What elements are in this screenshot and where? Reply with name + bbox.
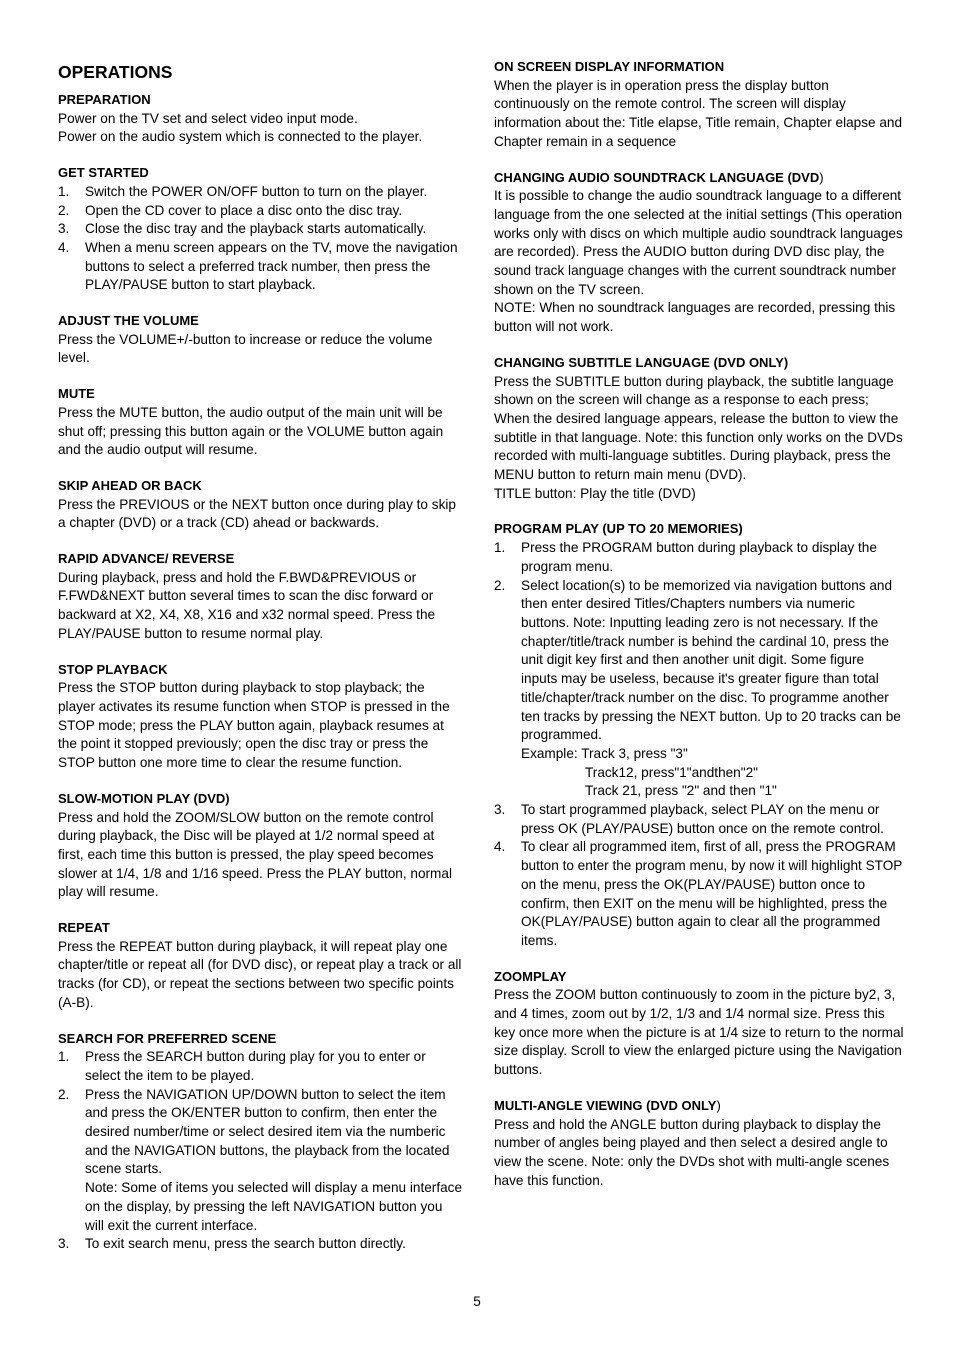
example-line: Track12, press"1"andthen"2" xyxy=(585,764,758,780)
section-title: MUTE xyxy=(58,386,95,402)
step-number: 3. xyxy=(58,221,70,237)
section-program-play xyxy=(494,520,904,950)
step-text: Close the disc tray and the playback starts automatically. xyxy=(85,221,427,237)
paragraph: Press the MUTE button, the audio output of the main unit will be shut off; pressing this button again or the VOLUME button again and the audio output will resume. xyxy=(58,404,444,458)
step-number: 1. xyxy=(58,1049,70,1065)
steps-list xyxy=(494,539,904,950)
section-title: SEARCH FOR PREFERRED SCENE xyxy=(58,1030,277,1046)
left-column xyxy=(58,58,463,1271)
paragraph: TITLE button: Play the title (DVD) xyxy=(494,485,696,501)
steps-list xyxy=(58,1048,463,1254)
paragraph: When the player is in operation press the display button continuously on the remote control. The screen will display information about the: Title elapse, Title remain, Chapter elapse and Chapter remain in a sequence xyxy=(494,77,903,149)
section-title-suffix: ) xyxy=(716,1097,721,1113)
section-rapid-advance xyxy=(58,550,463,644)
list-item xyxy=(58,239,463,295)
list-item xyxy=(58,220,463,239)
section-stop-playback xyxy=(58,661,463,773)
section-title-text: MULTI-ANGLE VIEWING (DVD ONLY xyxy=(494,1097,717,1113)
step-number: 1. xyxy=(494,540,506,556)
list-item xyxy=(494,539,904,576)
page-title: OPERATIONS xyxy=(58,62,173,82)
list-item xyxy=(58,1048,463,1085)
paragraph: Power on the TV set and select video input mode. xyxy=(58,110,358,126)
section-audio-language xyxy=(494,169,904,337)
step-number: 3. xyxy=(58,1236,70,1252)
section-osd xyxy=(494,58,904,152)
step-number: 4. xyxy=(58,239,70,255)
step-number: 2. xyxy=(494,577,506,593)
paragraph: Press the STOP button during playback to stop playback; the player activates its resume function when STOP is pressed in the STOP mode; press the PLAY button again, playback resumes at the point it stopped previously; open the disc tray or press the STOP button one more time to clear the resume function. xyxy=(58,680,450,771)
section-get-started xyxy=(58,164,463,295)
section-title-text: CHANGING AUDIO SOUNDTRACK LANGUAGE (DVD xyxy=(494,169,820,185)
step-text: To exit search menu, press the search button directly. xyxy=(85,1236,406,1252)
paragraph: Press the PREVIOUS or the NEXT button once during play to skip a chapter (DVD) or a track (CD) ahead or backwards. xyxy=(58,496,456,531)
example-line: Track 21, press "2" and then "1" xyxy=(585,783,777,799)
section-title: SLOW-MOTION PLAY (DVD) xyxy=(58,790,230,806)
section-title xyxy=(494,1097,904,1116)
step-number: 2. xyxy=(58,202,70,218)
step-text: Press the PROGRAM button during playback to display the program menu. xyxy=(521,540,877,574)
section-preparation xyxy=(58,91,463,147)
right-column xyxy=(494,58,904,1207)
steps-list xyxy=(58,183,463,295)
section-slow-motion xyxy=(58,790,463,902)
step-text: Press the NAVIGATION UP/DOWN button to select the item and press the OK/ENTER button to confirm, then enter the desired number/time or select desired item via the numberic and the NAVIGATION buttons, the playback from the located scene starts. xyxy=(85,1086,450,1177)
paragraph: It is possible to change the audio soundtrack language to a different language from the one selected at the initial settings (This operation works only with discs on which multiple audio soundtrack languages are recorded). Press the AUDIO button during DVD disc play, the sound track language changes with the current soundtrack number shown on the TV screen. xyxy=(494,188,903,297)
section-title: PREPARATION xyxy=(58,92,151,107)
section-adjust-volume xyxy=(58,312,463,368)
paragraph: Press the REPEAT button during playback, it will repeat play one chapter/title or repeat all (for DVD disc), or repeat play a track or all tracks (for CD), or repeat the sections between two specific points (A-B). xyxy=(58,938,462,1010)
step-number: 1. xyxy=(58,183,70,199)
section-mute xyxy=(58,385,463,460)
paragraph: Press and hold the ANGLE button during playback to display the number of angles being played and then select a desired angle to view the scene. Note: only the DVDs shot with multi-angle scenes have this function. xyxy=(494,1116,890,1188)
section-title: STOP PLAYBACK xyxy=(58,661,168,677)
section-title: REPEAT xyxy=(58,920,110,936)
list-item xyxy=(494,577,904,801)
list-item xyxy=(494,838,904,950)
paragraph: During playback, press and hold the F.BWD&PREVIOUS or F.FWD&NEXT button several times to scan the disc forward or backward at X2, X4, X8, X16 and x32 normal speed. Press the PLAY/PAUSE button to resume normal play. xyxy=(58,569,436,641)
section-title: PROGRAM PLAY (UP TO 20 MEMORIES) xyxy=(494,521,743,537)
section-multi-angle xyxy=(494,1097,904,1191)
paragraph: Press the SUBTITLE button during playback, the subtitle language shown on the screen will change as a response to each press; When the desired language appears, release the button to view the subtitle in that language. Note: this function only works on the DVDs recorded with multi-language subtitles. During playback, press the MENU button to return main menu (DVD). xyxy=(494,373,903,483)
section-search xyxy=(58,1030,463,1254)
section-title: ADJUST THE VOLUME xyxy=(58,313,199,329)
section-skip xyxy=(58,477,463,533)
step-text: Select location(s) to be memorized via navigation buttons and then enter desired Titles/Chapters numbers via numeric buttons. Note: Inputting leading zero is not necessary. If the chapter/title/track number is behind the cardinal 10, press the unit digit key first and then another unit digit. Some figure inputs may be useless, because it's greater figure than total title/chapter/track number on the disc. To programme another ten tracks by pressing the NEXT button. Up to 20 tracks can be programmed. xyxy=(521,577,901,743)
step-text: Switch the POWER ON/OFF button to turn on the player. xyxy=(85,183,428,199)
section-title: RAPID ADVANCE/ REVERSE xyxy=(58,551,235,567)
step-number: 4. xyxy=(494,839,506,855)
section-title: CHANGING SUBTITLE LANGUAGE (DVD ONLY) xyxy=(494,354,789,370)
step-text: To clear all programmed item, first of all, press the PROGRAM button to enter the program menu, by now it will highlight STOP on the menu, press the OK(PLAY/PAUSE) button once to confirm, then EXIT on the menu will be highlighted, press the OK(PLAY/PAUSE) button again to clear all the programmed items. xyxy=(521,839,903,948)
step-note: Note: Some of items you selected will display a menu interface on the display, by pressing the left NAVIGATION button you will exit the current interface. xyxy=(85,1180,463,1233)
paragraph: Press the VOLUME+/-button to increase or reduce the volume level. xyxy=(58,331,433,366)
step-text: When a menu screen appears on the TV, move the navigation buttons to select a preferred track number, then press the PLAY/PAUSE button to start playback. xyxy=(85,239,458,293)
section-title: GET STARTED xyxy=(58,165,149,181)
page-number: 5 xyxy=(473,1294,481,1309)
section-title xyxy=(494,169,904,188)
note: NOTE: When no soundtrack languages are recorded, pressing this button will not work. xyxy=(494,300,896,335)
step-number: 2. xyxy=(58,1086,70,1102)
section-title: ZOOMPLAY xyxy=(494,968,567,984)
step-text: Press the SEARCH button during play for you to enter or select the item to be played. xyxy=(85,1049,426,1083)
step-text: Open the CD cover to place a disc onto the disc tray. xyxy=(85,202,403,218)
section-subtitle-language xyxy=(494,354,904,504)
paragraph: Power on the audio system which is connected to the player. xyxy=(58,129,423,145)
section-title: SKIP AHEAD OR BACK xyxy=(58,477,202,493)
list-item xyxy=(58,202,463,221)
list-item xyxy=(494,801,904,838)
paragraph: Press and hold the ZOOM/SLOW button on the remote control during playback, the Disc will be played at 1/2 normal speed at first, each time this button is pressed, the play speed becomes slower at 1/4, 1/8 and 1/16 speed. Press the PLAY button, normal play will resume. xyxy=(58,809,452,900)
section-title: ON SCREEN DISPLAY INFORMATION xyxy=(494,59,725,74)
paragraph: Press the ZOOM button continuously to zoom in the picture by2, 3, and 4 times, zoom out by 1/2, 1/3 and 1/4 normal size. Press this key once more when the picture is at 1/4 size to return to the normal size display. Scroll to view the enlarged picture using the Navigation buttons. xyxy=(494,987,904,1078)
example-line: Example: Track 3, press "3" xyxy=(521,745,688,761)
section-repeat xyxy=(58,919,463,1013)
list-item xyxy=(58,1086,463,1236)
list-item xyxy=(58,1235,463,1254)
section-title-suffix: ) xyxy=(819,169,824,185)
list-item xyxy=(58,183,463,202)
step-text: To start programmed playback, select PLAY on the menu or press OK (PLAY/PAUSE) button once on the remote control. xyxy=(521,802,884,836)
step-number: 3. xyxy=(494,802,506,818)
section-zoom xyxy=(494,968,904,1080)
